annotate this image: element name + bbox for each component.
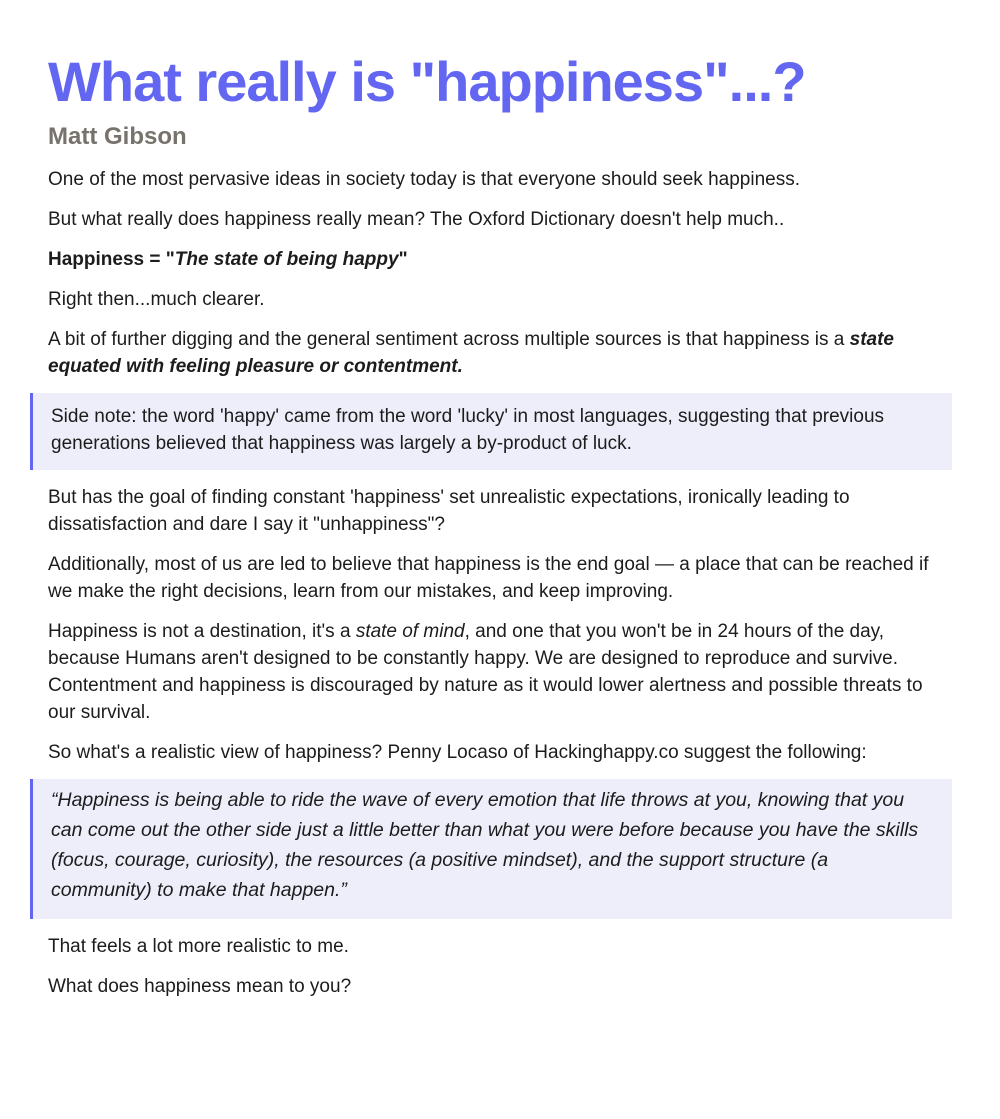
quote-callout	[30, 779, 952, 919]
paragraph-digging	[48, 326, 952, 380]
definition-emphasis: The state of being happy	[174, 249, 399, 270]
paragraph-realistic-view: So what's a realistic view of happiness? Penny Locaso of Hackinghappy.co suggest the following:	[48, 742, 867, 763]
paragraph-expectations: But has the goal of finding constant 'happiness' set unrealistic expectations, ironically leading to dissatisfaction and dare I say it "unhappiness"?	[48, 487, 850, 535]
article-title: What really is "happiness"...?	[48, 50, 806, 113]
paragraph-end-goal: Additionally, most of us are led to believe that happiness is the end goal — a place that can be reached if we make the right decisions, learn from our mistakes, and keep improving.	[48, 554, 929, 602]
paragraph-state-of-mind	[48, 618, 952, 726]
side-note-text: Side note: the word 'happy' came from the word 'lucky' in most languages, suggesting that previous generations believed that happiness was largely a by-product of luck.	[51, 406, 885, 454]
state-of-mind-after: , and one that you won't be in 24 hours of the day, because Humans aren't designed to be constantly happy. We are designed to reproduce and survive. Contentment and happiness is discouraged by nature as it would lower alertness and possible threats to our survival.	[48, 621, 923, 723]
definition-suffix: "	[398, 249, 408, 270]
paragraph-clearer: Right then...much clearer.	[48, 289, 265, 310]
side-note-callout	[30, 393, 952, 470]
digging-emphasis: state equated with feeling pleasure or contentment.	[48, 329, 894, 377]
state-of-mind-emphasis: state of mind	[355, 621, 465, 642]
digging-text: A bit of further digging and the general sentiment across multiple sources is that happiness is a	[48, 329, 850, 350]
state-of-mind-before: Happiness is not a destination, it's a	[48, 621, 356, 642]
paragraph-intro: One of the most pervasive ideas in society today is that everyone should seek happiness.	[48, 169, 800, 190]
paragraph-question: What does happiness mean to you?	[48, 976, 352, 997]
paragraph-oxford: But what really does happiness really mean? The Oxford Dictionary doesn't help much..	[48, 209, 785, 230]
definition-prefix: Happiness = "	[48, 249, 175, 270]
definition-line	[48, 246, 952, 273]
article-author: Matt Gibson	[48, 123, 187, 150]
paragraph-realistic: That feels a lot more realistic to me.	[48, 936, 349, 957]
quote-text: “Happiness is being able to ride the wave of every emotion that life throws at you, knowing that you can come out the other side just a little better than what you were before because you have the skills (focus, courage, curiosity), the resources (a positive mindset), and the support structure (a community) to make that happen.”	[51, 789, 919, 901]
